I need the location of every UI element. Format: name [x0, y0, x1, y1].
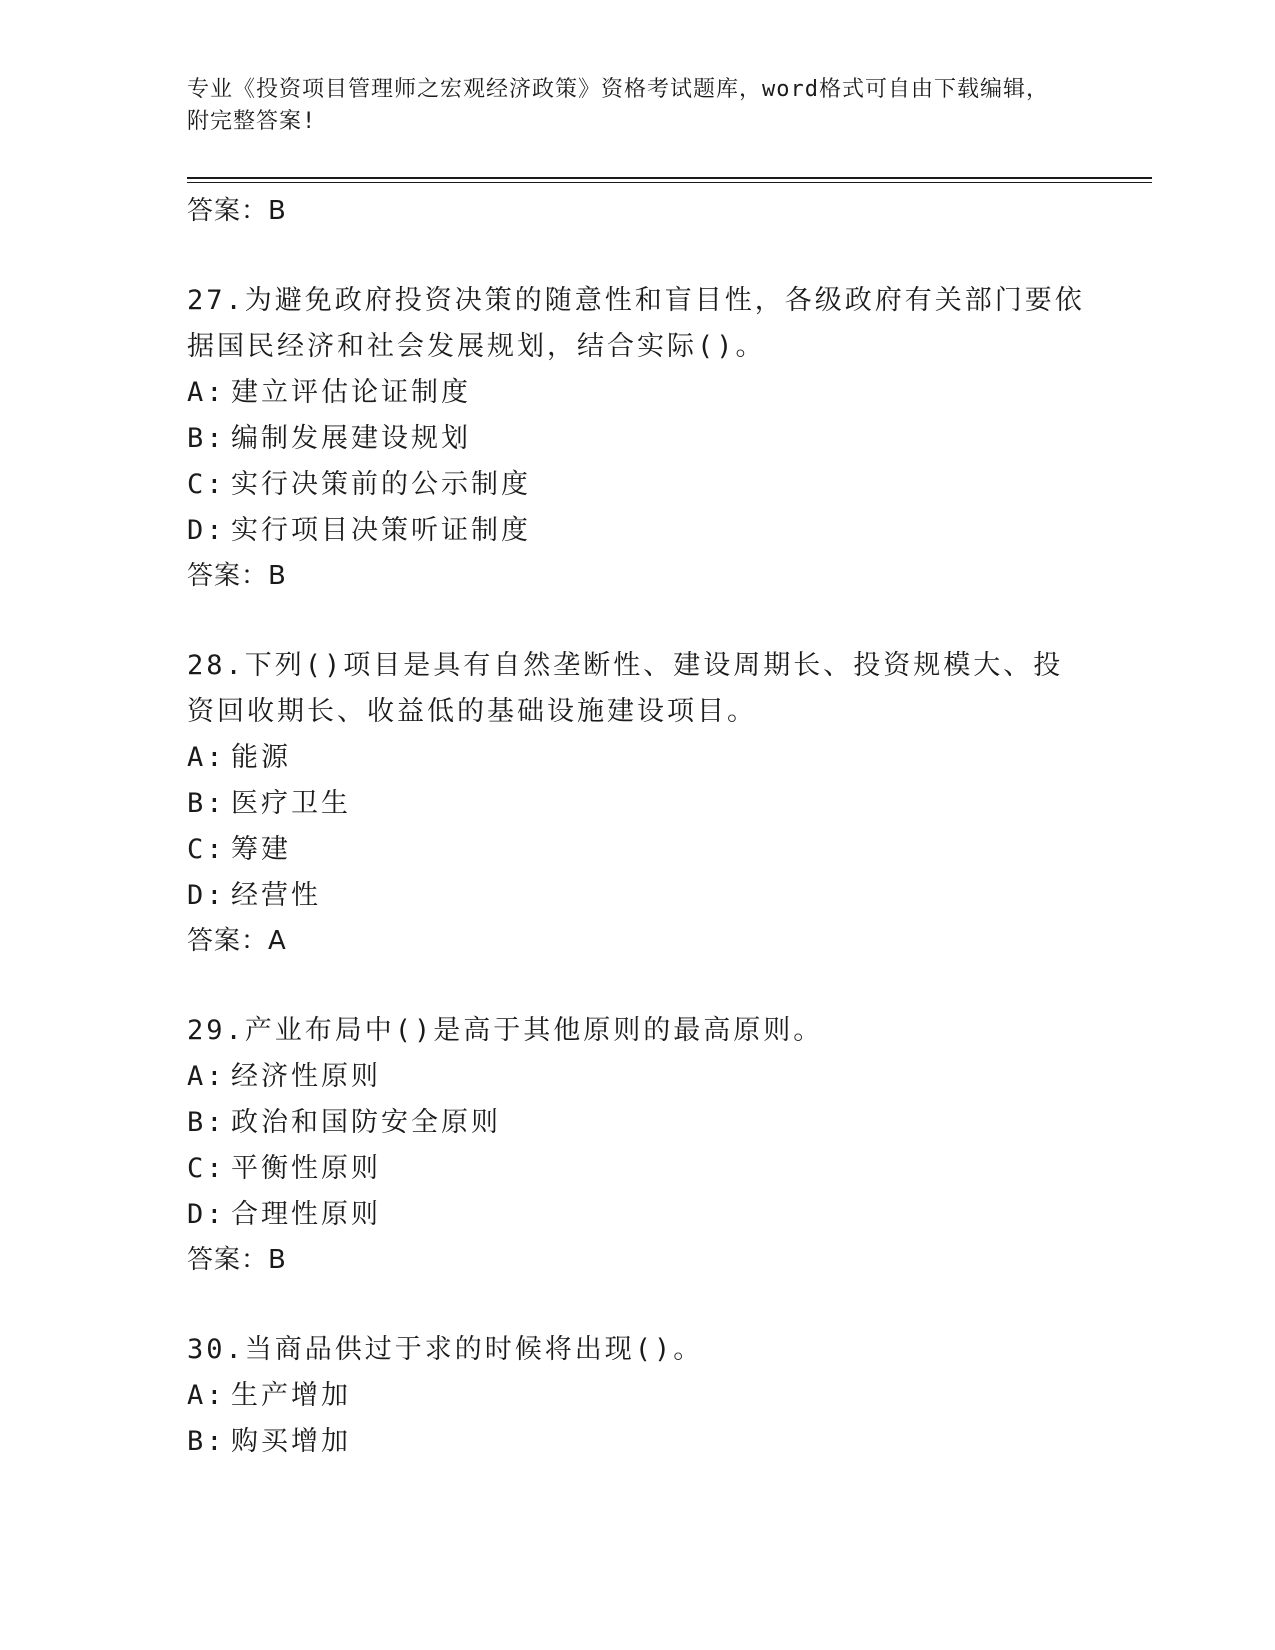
option-text: 医疗卫生 [231, 788, 351, 819]
question-27 [187, 278, 1087, 598]
option-a [187, 1373, 1087, 1419]
option-a [187, 735, 1087, 781]
option-key: B: [187, 423, 226, 454]
option-text: 编制发展建设规划 [231, 423, 471, 454]
option-key: C: [187, 834, 226, 865]
option-text: 合理性原则 [231, 1199, 381, 1230]
option-key: A: [187, 1380, 226, 1411]
option-key: D: [187, 515, 226, 546]
question-30 [187, 1327, 1087, 1465]
option-c [187, 1146, 1087, 1192]
option-key: D: [187, 1199, 226, 1230]
option-text: 筹建 [231, 834, 291, 865]
answer-line: 答案：B [187, 561, 287, 591]
option-b [187, 781, 1087, 827]
question-29 [187, 1008, 1087, 1282]
option-text: 经营性 [231, 880, 321, 911]
option-text: 平衡性原则 [231, 1153, 381, 1184]
answer-line: 答案：B [187, 196, 287, 226]
header-divider-thin [187, 182, 1152, 183]
option-d [187, 1192, 1087, 1238]
option-key: A: [187, 742, 226, 773]
option-key: A: [187, 377, 226, 408]
page-header-text: 专业《投资项目管理师之宏观经济政策》资格考试题库，word格式可自由下载编辑，附完整答案! [187, 77, 1049, 134]
option-text: 能源 [231, 742, 291, 773]
option-key: B: [187, 1426, 226, 1457]
option-text: 经济性原则 [231, 1061, 381, 1092]
option-key: C: [187, 469, 226, 500]
question-stem: 30.当商品供过于求的时候将出现()。 [187, 1334, 704, 1365]
question-stem: 28.下列()项目是具有自然垄断性、建设周期长、投资规模大、投资回收期长、收益低的基础设施建设项目。 [187, 650, 1064, 727]
option-text: 政治和国防安全原则 [231, 1107, 501, 1138]
question-stem: 27.为避免政府投资决策的随意性和盲目性，各级政府有关部门要依据国民经济和社会发展规划，结合实际()。 [187, 285, 1085, 362]
option-text: 实行决策前的公示制度 [231, 469, 531, 500]
option-d [187, 873, 1087, 919]
option-key: D: [187, 880, 226, 911]
option-key: B: [187, 788, 226, 819]
option-text: 建立评估论证制度 [231, 377, 471, 408]
question-stem: 29.产业布局中()是高于其他原则的最高原则。 [187, 1015, 824, 1046]
question-list [187, 189, 1087, 1465]
answer-line: 答案：A [187, 926, 287, 956]
option-text: 购买增加 [231, 1426, 351, 1457]
option-text: 实行项目决策听证制度 [231, 515, 531, 546]
option-c [187, 462, 1087, 508]
question-28 [187, 643, 1087, 963]
option-d [187, 508, 1087, 554]
option-c [187, 827, 1087, 873]
option-b [187, 1100, 1087, 1146]
option-key: A: [187, 1061, 226, 1092]
option-b [187, 416, 1087, 462]
option-key: B: [187, 1107, 226, 1138]
option-b [187, 1419, 1087, 1465]
option-a [187, 370, 1087, 416]
header-divider [187, 177, 1152, 179]
option-key: C: [187, 1153, 226, 1184]
answer-line: 答案：B [187, 1245, 287, 1275]
option-text: 生产增加 [231, 1380, 351, 1411]
option-a [187, 1054, 1087, 1100]
